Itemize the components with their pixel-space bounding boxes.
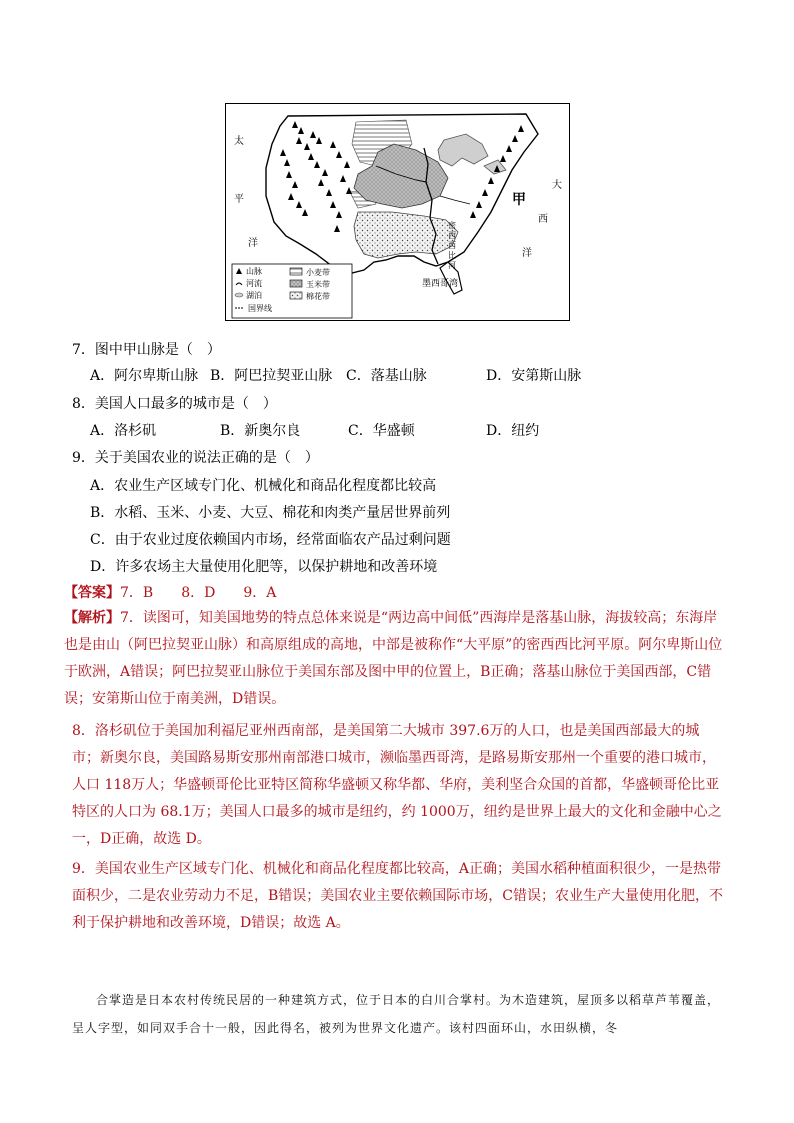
- label-pacific-2: 平: [234, 194, 244, 205]
- map-illustration: [226, 104, 570, 321]
- analysis-7: [64, 605, 727, 713]
- question-9-stem: 9．关于美国农业的说法正确的是（ ）: [72, 450, 319, 466]
- label-river-3: 西: [448, 241, 456, 250]
- q9-option-d: D．许多农场主大量使用化肥等，以保护耕地和改善环境: [90, 559, 438, 575]
- answer-tag: 【答案】: [64, 585, 120, 601]
- legend-lake: 湖泊: [246, 291, 262, 300]
- analysis-tag: 【解析】: [64, 610, 120, 626]
- legend-river: 河流: [246, 279, 262, 288]
- q7-option-d: D．安第斯山脉: [486, 368, 582, 384]
- label-pacific-1: 太: [234, 136, 244, 147]
- analysis-9: 9．美国农业生产区域专门化、机械化和商品化程度都比较高，A正确；美国水稻种植面积很少，一是热带面积少，二是农业劳动力不足，B错误；美国农业主要依赖国际市场，C错误；农业生产大量使用化肥，不利于保护耕地和改善环境，D错误；故选 A。: [72, 861, 723, 931]
- label-river-2: 西: [448, 231, 456, 240]
- q8-option-b: B．新奥尔良: [220, 423, 301, 439]
- usa-agriculture-map: [225, 103, 570, 321]
- q8-option-d: D．纽约: [486, 423, 540, 439]
- label-river-4: 比: [448, 251, 456, 260]
- label-pacific-3: 洋: [248, 238, 258, 249]
- q7-option-c: C．落基山脉: [346, 368, 427, 384]
- question-7-options: [90, 366, 581, 386]
- label-jia: 甲: [512, 192, 526, 208]
- label-atlantic-1: 大: [552, 180, 562, 191]
- legend-wheat: 小麦带: [306, 268, 330, 277]
- legend-cotton: 棉花带: [306, 292, 330, 301]
- analysis-8: 8．洛杉矶位于美国加利福尼亚州西南部，是美国第二大城市 397.6万的人口，也是美国西部最大的城市；新奥尔良，美国路易斯安那州南部港口城市，濒临墨西哥湾，是路易斯安那州一个重要的港口城市，人口 118万人；华盛顿哥伦比亚特区简称华盛顿又称华都、华府，美利坚合众国的首都，华盛顿哥伦比亚特区的人口为 68.1万；美国人口最多的城市是纽约，约 1000万，纽约是世界上最大的文化和金融中心之一，D正确，故选 D。: [72, 723, 722, 847]
- label-river-5: 河: [448, 261, 456, 270]
- question-8-options: [90, 421, 539, 441]
- q9-option-b: B．水稻、玉米、小麦、大豆、棉花和肉类产量居世界前列: [90, 505, 451, 521]
- q7-option-a: A．阿尔卑斯山脉: [90, 368, 199, 384]
- label-gulf: 墨西哥湾: [422, 279, 459, 289]
- label-atlantic-3: 洋: [522, 248, 532, 259]
- passage-paragraph: 合掌造是日本农村传统民居的一种建筑方式，位于日本的白川合掌村。为木造建筑，屋顶多以稻草芦苇覆盖，呈人字型，如同双手合十一般，因此得名，被列为世界文化遗产。该村四面环山，水田纵横，冬: [72, 993, 721, 1035]
- q8-option-c: C．华盛顿: [348, 423, 415, 439]
- question-7-stem: 7．图中甲山脉是（ ）: [72, 342, 221, 358]
- legend-corn: 玉米带: [306, 280, 330, 289]
- q9-option-a: A．农业生产区域专门化、机械化和商品化程度都比较高: [90, 478, 437, 494]
- answer-text: 7．B 8．D 9．A: [120, 585, 277, 601]
- answer-line: [64, 583, 276, 603]
- map-legend: [232, 264, 352, 318]
- analysis-7-text: 7．读图可，知美国地势的特点总体来说是“两边高中间低”西海岸是落基山脉，海拔较高；东海岸也是由山（阿巴拉契亚山脉）和高原组成的高地，中部是被称作“大平原”的密西西比河平原。阿尔卑斯山位于欧洲，A错误；阿巴拉契亚山脉位于美国东部及图中甲的位置上，B正确；落基山脉位于美国西部，C错误；安第斯山位于南美洲，D错误。: [64, 610, 723, 707]
- q8-option-a: A．洛杉矶: [90, 423, 157, 439]
- question-8-stem: 8．美国人口最多的城市是（ ）: [72, 396, 277, 412]
- legend-mountain: 山脉: [246, 267, 262, 276]
- label-atlantic-2: 西: [538, 214, 548, 225]
- legend-border: 国界线: [248, 304, 272, 313]
- label-river-1: 密: [448, 221, 456, 230]
- q7-option-b: B．阿巴拉契亚山脉: [210, 368, 333, 384]
- q9-option-c: C．由于农业过度依赖国内市场，经常面临农产品过剩问题: [90, 532, 451, 548]
